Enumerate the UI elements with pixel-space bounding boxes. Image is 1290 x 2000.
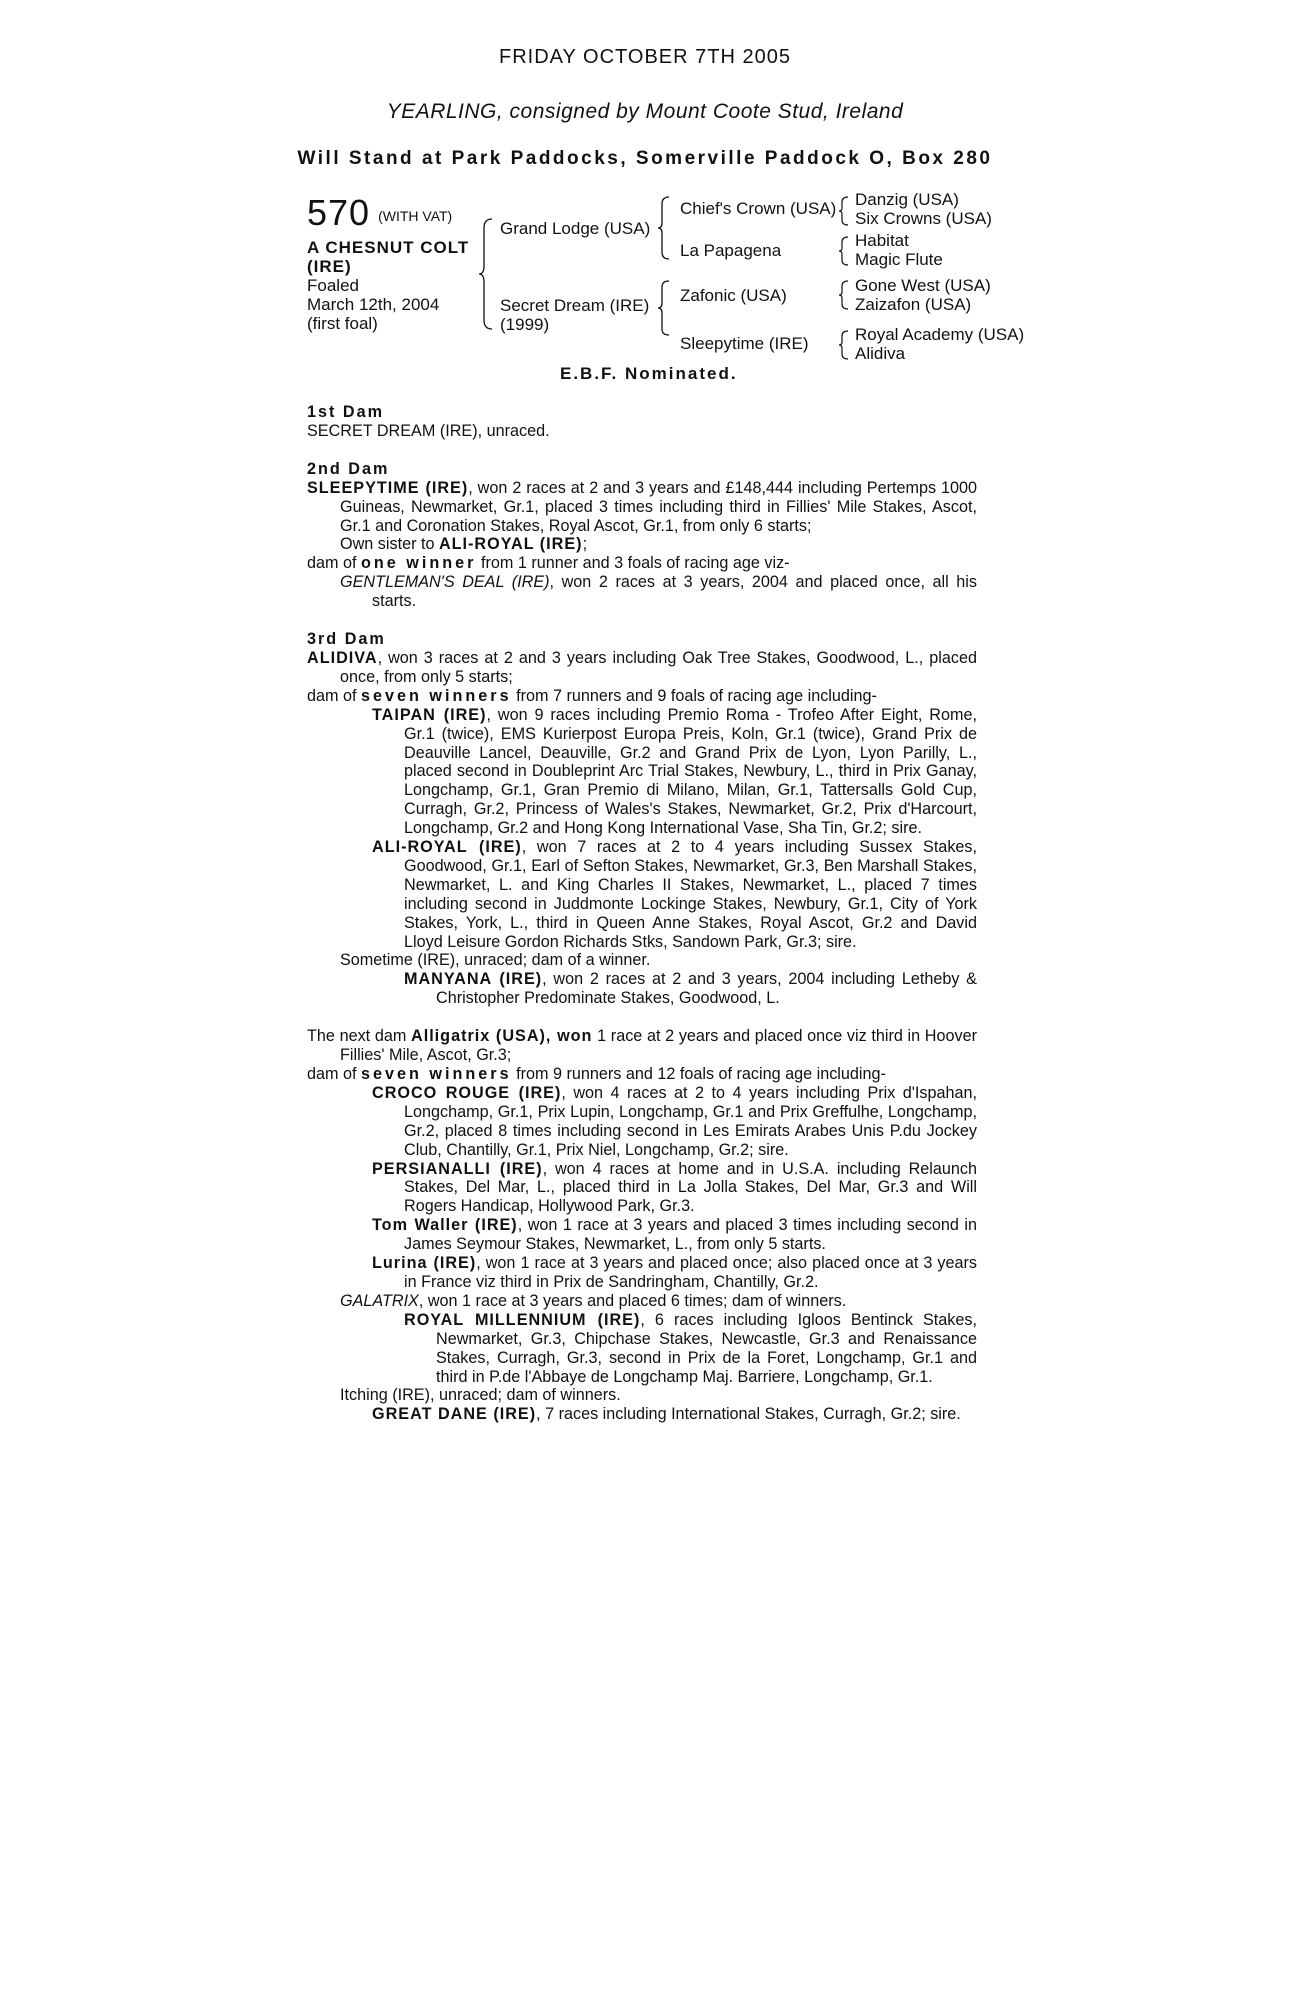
pedigree-g7: Royal Academy (USA): [855, 325, 1025, 344]
progeny-galatrix: GALATRIX, won 1 race at 3 years and placed 6 times; dam of winners.: [340, 1291, 847, 1310]
vat-note: (WITH VAT): [378, 208, 453, 224]
progeny-ali-royal: ALI-ROYAL (IRE), won 7 races at 2 to 4 years including Sussex Stakes, Goodwood, Gr.1, Earl of Sefton Stakes, Newmarket, Gr.3, Ben Marshall Stakes, Newmarket, L. and King Charles II Stakes, Newmarket, L., placed 7 times including second in Juddmonte Lockinge Stakes, Newbury, Gr.1, City of York Stakes, York, L., third in Queen Anne Stakes, Royal Ascot, Gr.2 and David Lloyd Leisure Gordon Richards Stks, Sandown Park, Gr.3; sire.: [372, 838, 978, 951]
progeny-croco-rouge: CROCO ROUGE (IRE), won 4 races at 2 to 4 years including Prix d'Ispahan, Longchamp, Gr.1, Prix Lupin, Longchamp, Gr.1 and Prix Greffulhe, Longchamp, Gr.2, placed 8 times including second in Les Emirats Arabes Unis P.du Jockey Club, Chantilly, Gr.1, Prix Niel, Longchamp, Gr.2; sire.: [372, 1083, 977, 1159]
sister-name: ALI-ROYAL (IRE): [438, 535, 583, 554]
first-dam-heading: 1st Dam: [307, 403, 384, 421]
pedigree-brace-g34: [838, 236, 850, 266]
progeny-royal-millennium: ROYAL MILLENNIUM (IRE), 6 races including Igloos Bentinck Stakes, Newmarket, Gr.3, Chipchase Stakes, Newcastle, Gr.3 and Renaissance Stakes, Curragh, Gr.3, second in Prix de la Foret, Longchamp, Gr.1 and third in P.de l'Abbaye de Longchamp Maj. Barriere, Longchamp, Gr.1.: [404, 1310, 977, 1386]
pedigree-dam-sire: Zafonic (USA): [680, 286, 787, 305]
second-dam-name: SLEEPYTIME (IRE): [307, 478, 469, 497]
pedigree-brace-g56: [838, 280, 850, 310]
progeny-name: GENTLEMAN'S DEAL (IRE): [340, 573, 550, 592]
progeny-lurina: Lurina (IRE), won 1 race at 3 years and placed once; also placed once at 3 years in France viz third in Prix de Sandringham, Chantilly, Gr.2.: [372, 1254, 977, 1291]
pedigree-g2: Six Crowns (USA): [855, 209, 992, 228]
catalogue-body: [307, 403, 977, 1424]
foaled-date: March 12th, 2004: [307, 295, 440, 314]
pedigree-sire-dam: La Papagena: [680, 241, 782, 260]
foaled-label: Foaled: [307, 276, 359, 295]
progeny-tom-waller: Tom Waller (IRE), won 1 race at 3 years and placed 3 times including second in James Seymour Stakes, Newmarket, L., from only 5 starts.: [372, 1216, 977, 1254]
consignment-line: YEARLING, consigned by Mount Coote Stud, Ireland: [386, 100, 904, 123]
pedigree-brace-g12: [838, 196, 850, 226]
second-dam-progeny: GENTLEMAN'S DEAL (IRE), won 2 races at 3 years, 2004 and placed once, all his starts.: [340, 573, 977, 611]
pedigree-dam-year: (1999): [500, 315, 550, 334]
pedigree-dam-dam: Sleepytime (IRE): [680, 334, 809, 353]
third-dam-heading: 3rd Dam: [307, 630, 386, 649]
lot-description: [307, 238, 469, 333]
third-dam-name: ALIDIVA: [307, 648, 378, 667]
progeny-sometime: Sometime (IRE), unraced; dam of a winner.: [340, 951, 651, 970]
progeny-great-dane: GREAT DANE (IRE), 7 races including International Stakes, Curragh, Gr.2; sire.: [372, 1405, 961, 1424]
progeny-itching: Itching (IRE), unraced; dam of winners.: [340, 1386, 621, 1405]
second-dam-dam-of: dam of one winner from 1 runner and 3 foals of racing age viz-: [307, 554, 790, 573]
second-dam-record: SLEEPYTIME (IRE), won 2 races at 2 and 3 years and £148,444 including Pertemps 1000 Guineas, Newmarket, Gr.1, placed 3 times including third in Fillies' Mile Stakes, Ascot, Gr.1 and Coronation Stakes, Royal Ascot, Gr.1, from only 6 starts; Own sister to ALI-ROYAL (IRE);: [307, 478, 977, 554]
first-dam-text: SECRET DREAM (IRE), unraced.: [307, 421, 550, 440]
pedigree-dam: Secret Dream (IRE): [500, 296, 650, 315]
pedigree-brace-g78: [838, 330, 850, 360]
next-dam-dam-of: dam of seven winners from 9 runners and 12 foals of racing age including-: [307, 1065, 886, 1083]
ebf-nominated: E.B.F. Nominated.: [560, 364, 738, 383]
next-dam-record: The next dam Alligatrix (USA), won 1 race at 2 years and placed once viz third in Hoover Fillies' Mile, Ascot, Gr.3;: [307, 1027, 977, 1065]
pedigree-sire: Grand Lodge (USA): [500, 219, 651, 238]
pedigree-sire-sire: Chief's Crown (USA): [680, 199, 837, 218]
first-foal-note: (first foal): [307, 314, 378, 333]
stand-location: Will Stand at Park Paddocks, Somerville Paddock O, Box 280: [297, 148, 993, 169]
sale-date: FRIDAY OCTOBER 7TH 2005: [499, 46, 791, 68]
progeny-taipan: TAIPAN (IRE), won 9 races including Premio Roma - Trofeo After Eight, Rome, Gr.1 (twice), EMS Kurierpost Europa Preis, Koln, Gr.1 (twice), Grand Prix de Deauville Lancel, Deauville, Gr.2 and Grand Prix de Lyon, Lyon Parilly, L., placed second in Doubleprint Arc Trial Stakes, Newbury, L., third in Prix Ganay, Longchamp, Gr.1, Gran Premio di Milano, Milan, Gr.1, Tattersalls Gold Cup, Curragh, Gr.2, Princess of Wales's Stakes, Newmarket, Gr.2, Prix d'Harcourt, Longchamp, Gr.2 and Hong Kong International Vase, Sha Tin, Gr.2; sire.: [372, 705, 977, 838]
pedigree-g4: Magic Flute: [855, 250, 943, 269]
pedigree-g5: Gone West (USA): [855, 276, 991, 295]
lot-country: (IRE): [307, 257, 352, 276]
pedigree-brace-main: [478, 218, 494, 330]
progeny-persianalli: PERSIANALLI (IRE), won 4 races at home and in U.S.A. including Relaunch Stakes, Del Mar, L., placed third in La Jolla Stakes, Del Mar, Gr.3 and Will Rogers Handicap, Hollywood Park, Gr.3.: [372, 1159, 978, 1216]
lot-name: A CHESNUT COLT: [307, 238, 470, 257]
pedigree-brace-sire: [657, 196, 671, 260]
pedigree-brace-dam: [657, 280, 671, 336]
next-dam-name: Alligatrix (USA): [411, 1027, 546, 1046]
third-dam-record: ALIDIVA, won 3 races at 2 and 3 years including Oak Tree Stakes, Goodwood, L., placed once, from only 5 starts;: [307, 648, 977, 686]
pedigree-g8: Alidiva: [855, 344, 906, 363]
second-dam-heading: 2nd Dam: [307, 459, 390, 478]
pedigree-g3: Habitat: [855, 231, 909, 250]
progeny-manyana: MANYANA (IRE), won 2 races at 2 and 3 years, 2004 including Letheby & Christopher Predominate Stakes, Goodwood, L.: [404, 970, 977, 1008]
third-dam-dam-of: dam of seven winners from 7 runners and 9 foals of racing age including-: [307, 686, 877, 705]
lot-number: 570: [307, 192, 371, 233]
pedigree-g1: Danzig (USA): [855, 190, 959, 209]
pedigree-g6: Zaizafon (USA): [855, 295, 972, 314]
lot-heading: [307, 192, 452, 234]
